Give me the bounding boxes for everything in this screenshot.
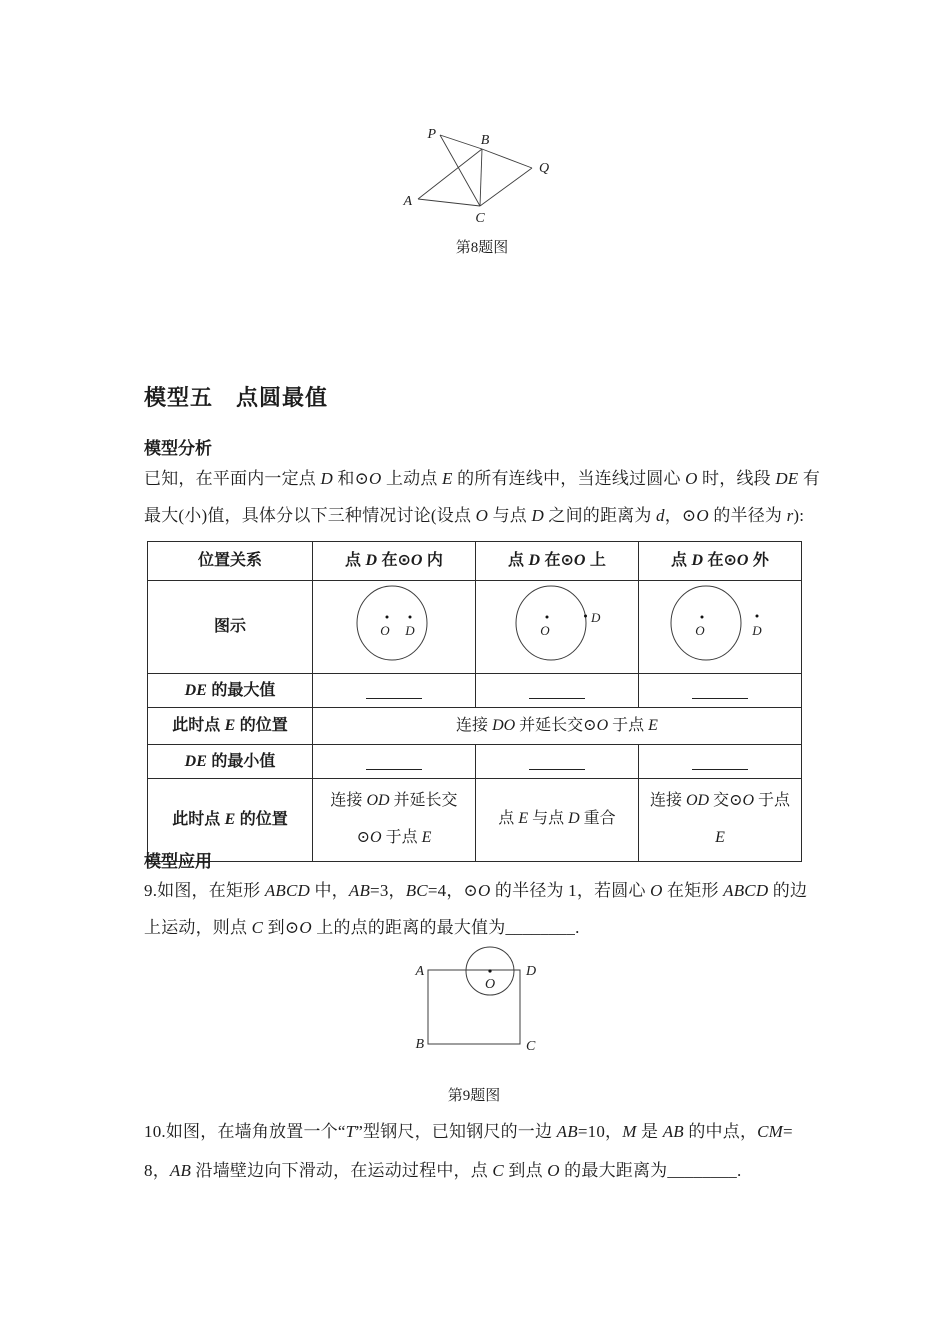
- section-title: 模型五 点圆最值: [144, 385, 329, 410]
- header-cell-inside: 点 D 在⊙O 内: [313, 542, 476, 581]
- max-position-row: [148, 708, 802, 745]
- point-label-d: D: [526, 964, 537, 979]
- header-cell-outside: 点 D 在⊙O 外: [639, 542, 802, 581]
- min-position-inside-cell: 连接 OD 并延长交⊙O 于点 E: [313, 779, 476, 862]
- point-d-dot: [755, 615, 758, 618]
- max-value-label: DE 的最大值: [148, 674, 313, 708]
- point-o-dot: [385, 616, 388, 619]
- figure-8-caption: 第8题图: [455, 240, 509, 256]
- point-label-d: D: [590, 610, 600, 625]
- answer-blank: [366, 754, 422, 770]
- diagram-cell-outside: [639, 581, 802, 674]
- diagram-cell-on: [476, 581, 639, 674]
- answer-blank: [692, 683, 748, 699]
- analysis-text-line-2: 最大(小)值，具体分以下三种情况讨论(设点 O 与点 D 之间的距离为 d，⊙O 的半径为 r):: [144, 506, 805, 525]
- segment-ab: [418, 149, 482, 199]
- problem-10-text-line-1: 10.如图，在墙角放置一个“T”型钢尺，已知钢尺的一边 AB=10，M 是 AB 的中点，CM=: [144, 1122, 793, 1141]
- header-cell-relation: 位置关系: [148, 542, 313, 581]
- point-label-o: O: [539, 623, 550, 638]
- circle-diagram-d-inside: [314, 581, 475, 665]
- diagram-cell-inside: [313, 581, 476, 674]
- min-position-outside-cell: 连接 OD 交⊙O 于点 E: [639, 779, 802, 862]
- diagram-row: [148, 581, 802, 674]
- circle-diagram-d-on: [477, 581, 638, 665]
- analysis-heading: 模型分析: [144, 439, 212, 458]
- point-d-dot: [584, 615, 587, 618]
- problem-8-figure: [388, 112, 572, 234]
- min-position-label: 此时点 E 的位置: [148, 779, 313, 862]
- point-label-q: Q: [539, 161, 550, 176]
- max-value-blank-on: [476, 674, 639, 708]
- point-o-dot: [545, 616, 548, 619]
- max-value-blank-outside: [639, 674, 802, 708]
- diagram-row-label: 图示: [148, 581, 313, 674]
- point-label-a: A: [415, 964, 424, 979]
- point-label-d: D: [751, 623, 762, 638]
- min-value-row: [148, 745, 802, 779]
- rectangle-abcd: [428, 970, 520, 1044]
- min-position-row: [148, 779, 802, 862]
- circle-diagram-d-outside: [640, 581, 801, 665]
- segment-pc: [440, 135, 480, 206]
- answer-blank: [692, 754, 748, 770]
- min-value-label: DE 的最小值: [148, 745, 313, 779]
- problem-10-text-line-2: 8，AB 沿墙壁边向下滑动，在运动过程中，点 C 到点 O 的最大距离为________.: [144, 1161, 742, 1180]
- application-heading: 模型应用: [144, 852, 212, 871]
- answer-blank: [366, 683, 422, 699]
- triangle-figure-lines: [418, 135, 532, 206]
- point-d-dot: [408, 616, 411, 619]
- point-label-d: D: [404, 623, 415, 638]
- point-circle-table: [147, 541, 802, 862]
- point-label-o: O: [379, 623, 390, 638]
- header-cell-on: 点 D 在⊙O 上: [476, 542, 639, 581]
- answer-blank: [529, 683, 585, 699]
- point-label-b: B: [480, 133, 490, 148]
- segment-ac: [418, 199, 480, 206]
- point-label-o: O: [484, 977, 496, 992]
- point-label-c: C: [475, 211, 485, 226]
- problem-9-text-line-1: 9.如图，在矩形 ABCD 中，AB=3，BC=4，⊙O 的半径为 1，若圆心 O 在矩形 ABCD 的边: [144, 881, 808, 900]
- max-value-row: [148, 674, 802, 708]
- max-value-blank-inside: [313, 674, 476, 708]
- problem-9-text-line-2: 上运动，则点 C 到⊙O 上的点的距离的最大值为________.: [144, 918, 580, 937]
- min-value-blank-on: [476, 745, 639, 779]
- point-label-o: O: [694, 623, 705, 638]
- min-position-on-cell: 点 E 与点 D 重合: [476, 779, 639, 862]
- point-label-a: A: [403, 194, 412, 209]
- point-label-c: C: [526, 1039, 536, 1054]
- min-value-blank-inside: [313, 745, 476, 779]
- segment-cq: [480, 168, 532, 206]
- point-o-dot: [700, 616, 703, 619]
- figure-9-caption: 第9题图: [447, 1088, 501, 1104]
- answer-blank: [529, 754, 585, 770]
- analysis-text-line-1: 已知，在平面内一定点 D 和⊙O 上动点 E 的所有连线中，当连线过圆心 O 时，线段 DE 有: [144, 469, 821, 488]
- table-header-row: [148, 542, 802, 581]
- max-position-label: 此时点 E 的位置: [148, 708, 313, 745]
- problem-9-figure: [405, 940, 555, 1054]
- min-value-blank-outside: [639, 745, 802, 779]
- center-o-dot: [488, 969, 491, 972]
- max-position-merged-cell: 连接 DO 并延长交⊙O 于点 E: [313, 708, 802, 745]
- segment-bc: [480, 149, 482, 206]
- segment-bq: [482, 149, 532, 168]
- point-label-p: P: [427, 127, 436, 142]
- point-label-b: B: [415, 1037, 424, 1052]
